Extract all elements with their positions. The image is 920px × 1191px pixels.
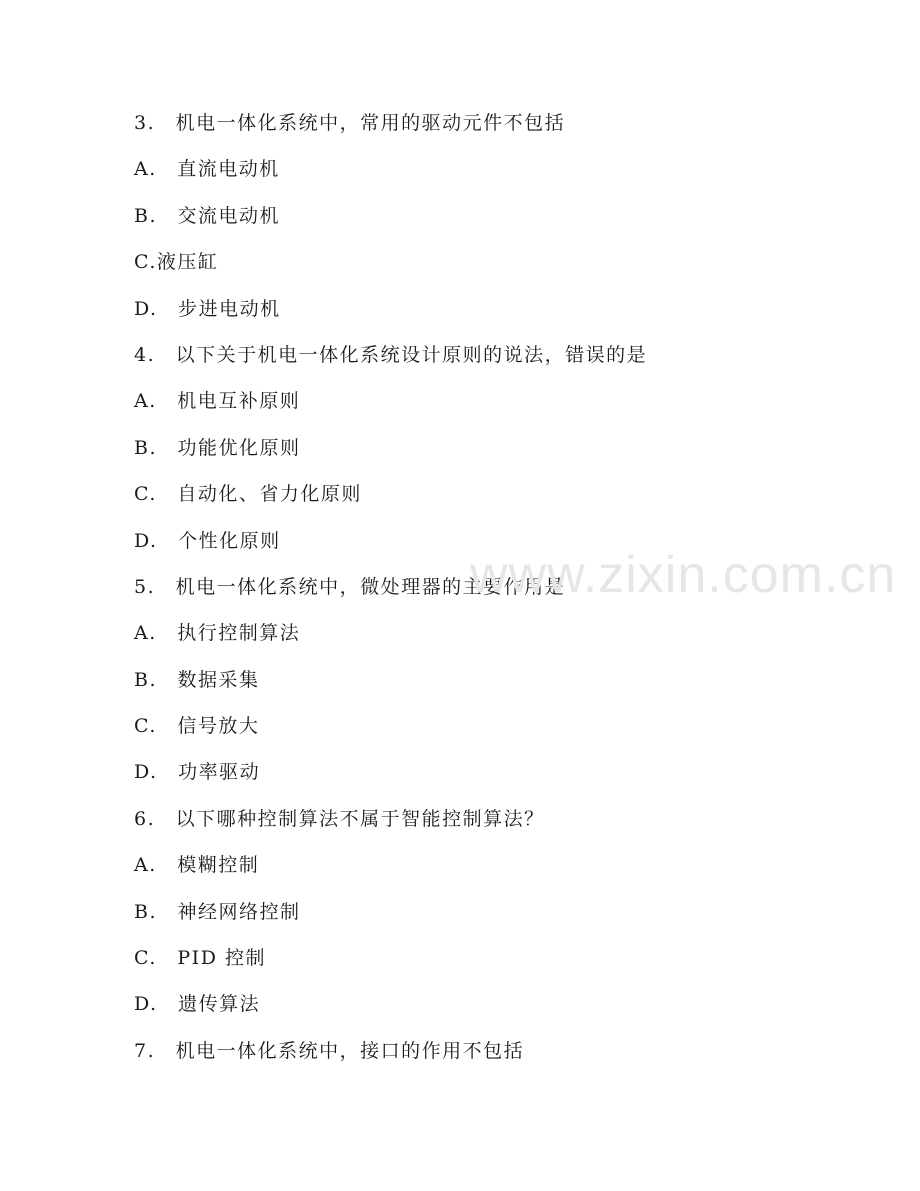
question-5-option-d: D. 功率驱动 <box>134 761 261 784</box>
question-3-stem: 3. 机电一体化系统中，常用的驱动元件不包括 <box>134 112 566 134</box>
question-4-stem: 4. 以下关于机电一体化系统设计原则的说法，错误的是 <box>134 343 648 366</box>
question-3-option-c: C.液压缸 <box>134 251 219 274</box>
question-4-option-d: D. 个性化原则 <box>134 529 281 552</box>
question-3-option-b: B. 交流电动机 <box>134 204 281 227</box>
question-6-option-b: B. 神经网络控制 <box>134 900 301 923</box>
question-6-stem: 6. 以下哪种控制算法不属于智能控制算法？ <box>134 807 545 830</box>
question-3-option-d: D. 步进电动机 <box>134 297 281 320</box>
question-list <box>134 108 854 1082</box>
question-4-option-b: B. 功能优化原则 <box>134 436 301 459</box>
question-6-option-d: D. 遗传算法 <box>134 993 261 1016</box>
question-4-option-a: A. 机电互补原则 <box>134 390 301 413</box>
question-5-option-a: A. 执行控制算法 <box>134 622 301 645</box>
question-3-option-a: A. 直流电动机 <box>134 158 280 181</box>
question-5-stem: 5. 机电一体化系统中，微处理器的主要作用是 <box>134 575 566 598</box>
question-5-option-b: B. 数据采集 <box>134 668 260 691</box>
question-4-option-c: C. 自动化、省力化原则 <box>134 483 362 506</box>
watermark: www.zixin.com.cn <box>470 546 897 604</box>
question-6-option-c: C. PID 控制 <box>134 947 266 970</box>
question-6-option-a: A. 模糊控制 <box>134 854 260 877</box>
question-7-stem: 7. 机电一体化系统中，接口的作用不包括 <box>134 1039 525 1062</box>
question-5-option-c: C. 信号放大 <box>134 715 260 738</box>
